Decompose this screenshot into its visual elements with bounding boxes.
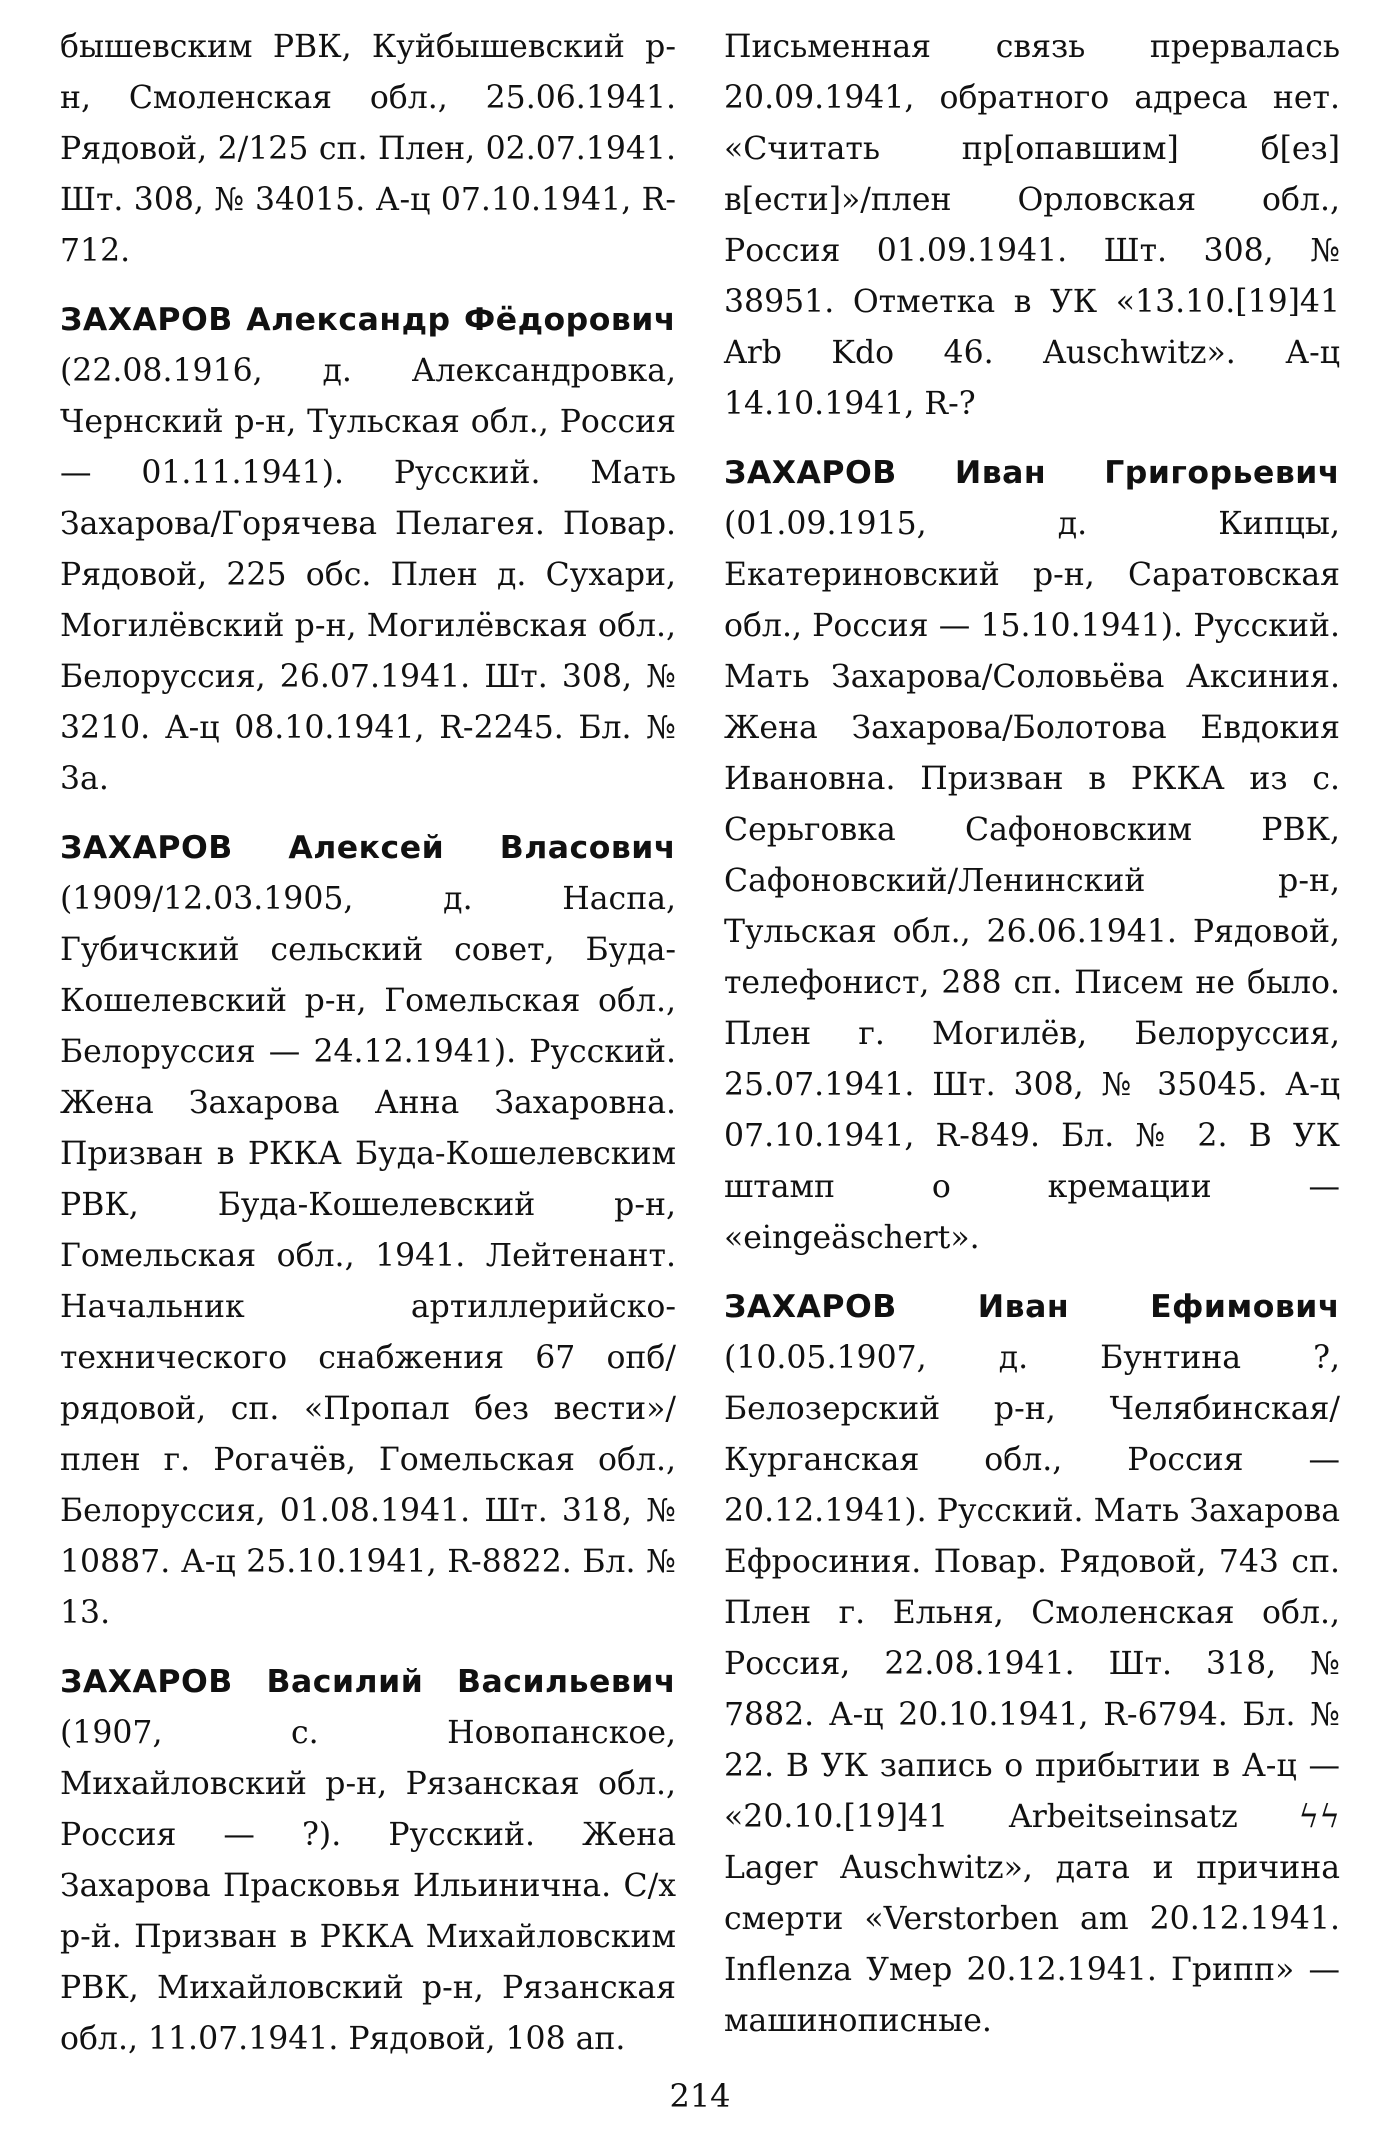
entry-name: ЗАХАРОВ Иван Григорьевич <box>724 455 1340 491</box>
entry-name: ЗАХАРОВ Алексей Власович <box>60 830 676 866</box>
document-page <box>60 22 1340 2062</box>
entry-name: ЗАХАРОВ Александр Фёдорович <box>60 302 676 338</box>
entry-text: Письменная связь прервалась 20.09.1941, обратного адреса нет. «Считать пр[опавшим] б[ез] в[ести]»/плен Орловская обл., Россия 01.09.1941. Шт. 308, № 38951. Отметка в УК «13.10.[19]41 Arb Kdo 46. Auschwitz». А-ц 14.10.1941, R-? <box>724 29 1340 422</box>
entry-text: бышевским РВК, Куйбышевский р-н, Смоленская обл., 25.06.1941. Рядовой, 2/125 сп. Плен, 02.07.1941. Шт. 308, № 34015. А-ц 07.10.1941, R-712. <box>60 29 676 269</box>
entry-continuation <box>724 22 1340 430</box>
entry-zakharov-vasiliy <box>60 1657 676 2065</box>
entry-zakharov-ivan-efimovich <box>724 1282 1340 2047</box>
entry-text: (01.09.1915, д. Кипцы, Екатериновский р-н, Саратовская обл., Россия — 15.10.1941). Русский. Мать Захарова/Соловьёва Аксиния. Жена Захарова/Болотова Евдокия Ивановна. Призван в РККА из с. Серьговка Сафоновским РВК, Сафоновский/Ленинский р-н, Тульская обл., 26.06.1941. Рядовой, телефонист, 288 сп. Писем не было. Плен г. Могилёв, Белоруссия, 25.07.1941. Шт. 308, № 35045. А-ц 07.10.1941, R-849. Бл. № 2. В УК штамп о кремации — «eingeäschert». <box>724 506 1340 1256</box>
entry-text: (1907, с. Новопанское, Михайловский р-н, Рязанская обл., Россия — ?). Русский. Жена Захарова Прасковья Ильинична. С/х р-й. Призван в РККА Михайловским РВК, Михайловский р-н, Рязанская обл., 11.07.1941. Рядовой, 108 ап. <box>60 1715 676 2057</box>
entry-zakharov-aleksandr <box>60 295 676 805</box>
entry-name: ЗАХАРОВ Иван Ефимович <box>724 1289 1340 1325</box>
entry-zakharov-ivan-grigorievich <box>724 448 1340 1264</box>
entry-name: ЗАХАРОВ Василий Васильевич <box>60 1664 676 1700</box>
page-number: 214 <box>669 2077 731 2115</box>
entry-continuation <box>60 22 676 277</box>
right-column <box>724 22 1340 2065</box>
entry-zakharov-aleksey <box>60 823 676 1639</box>
left-column <box>60 22 676 2083</box>
entry-text: (10.05.1907, д. Бунтина ?, Белозерский р-н, Челябинская/Курганская обл., Россия — 20.12.1941). Русский. Мать Захарова Ефросиния. Повар. Рядовой, 743 сп. Плен г. Ельня, Смоленская обл., Россия, 22.08.1941. Шт. 318, № 7882. А-ц 20.10.1941, R-6794. Бл. № 22. В УК запись о прибытии в А-ц — «20.10.[19]41 Arbeitseinsatz ϟϟ Lager Auschwitz», дата и причина смерти «Verstorben am 20.12.1941. Inflenza Умер 20.12.1941. Грипп» — машинописные. <box>724 1340 1340 2039</box>
entry-text: (1909/12.03.1905, д. Наспа, Губичский сельский совет, Буда-Кошелевский р-н, Гомельская обл., Белоруссия — 24.12.1941). Русский. Жена Захарова Анна Захаровна. Призван в РККА Буда-Кошелевским РВК, Буда-Кошелевский р-н, Гомельская обл., 1941. Лейтенант. Начальник артиллерийско-технического снабжения 67 опб/рядовой, сп. «Пропал без вести»/плен г. Рогачёв, Гомельская обл., Белоруссия, 01.08.1941. Шт. 318, № 10887. А-ц 25.10.1941, R-8822. Бл. № 13. <box>60 881 676 1631</box>
entry-text: (22.08.1916, д. Александровка, Чернский р-н, Тульская обл., Россия — 01.11.1941). Русский. Мать Захарова/Горячева Пелагея. Повар. Рядовой, 225 обс. Плен д. Сухари, Могилёвский р-н, Могилёвская обл., Белоруссия, 26.07.1941. Шт. 308, № 3210. А-ц 08.10.1941, R-2245. Бл. № 3а. <box>60 353 676 797</box>
